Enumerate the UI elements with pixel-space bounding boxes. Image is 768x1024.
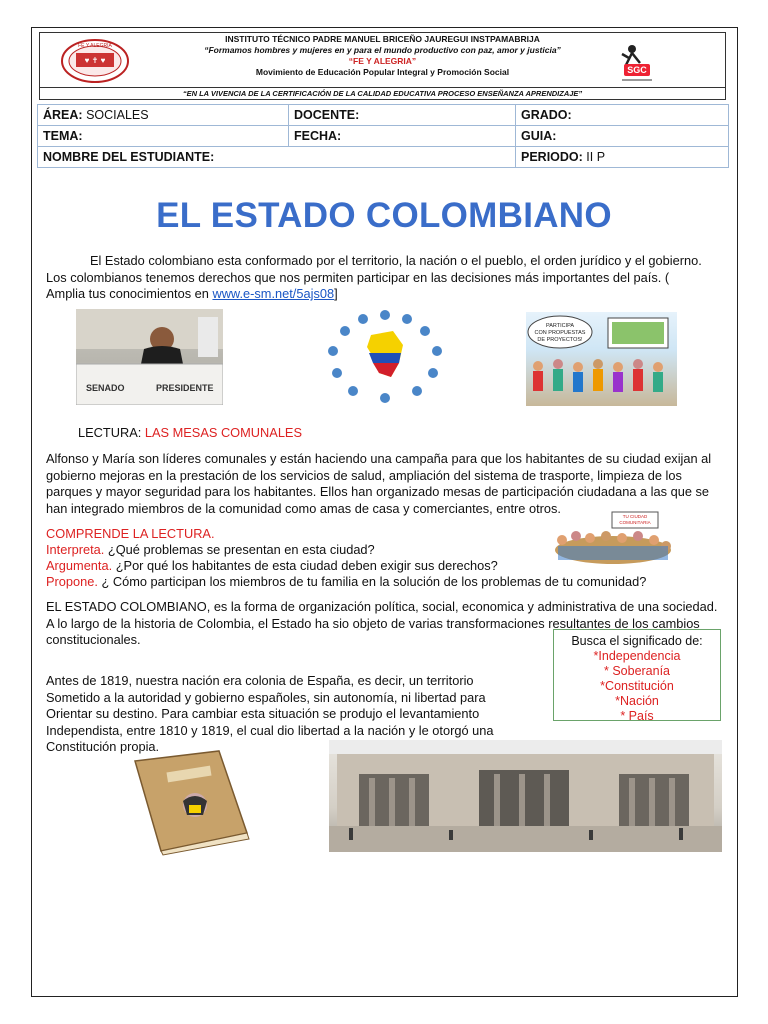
- busca-item: *Nación: [615, 694, 659, 708]
- busca-item: *Independencia: [593, 649, 681, 663]
- question-argumenta: Argumenta. ¿Por qué los habitantes de esta ciudad deben exigir sus derechos?: [46, 558, 498, 573]
- lectura-title: LAS MESAS COMUNALES: [144, 425, 303, 440]
- svg-text:CON PROPUESTAS: CON PROPUESTAS: [534, 330, 586, 336]
- constitution-book-image: [119, 747, 256, 857]
- colombia-map-people-illustration: [323, 305, 447, 405]
- svg-text:DE PROYECTOS!: DE PROYECTOS!: [537, 337, 583, 343]
- grado-cell[interactable]: GRADO:: [516, 105, 729, 126]
- palace-of-justice-photo: [329, 740, 722, 852]
- svg-text:PARTICIPA: PARTICIPA: [545, 323, 575, 329]
- area-cell: ÁREA: SOCIALES: [38, 105, 289, 126]
- institution-slogan: “Formamos hombres y mujeres en y para el mundo productivo con paz, amor y justicia”: [204, 45, 561, 55]
- lectura-paragraph: Alfonso y María son líderes comunales y están haciendo una campaña para que los habitantes de su ciudad exijan al gobierno mejoras en la prestación de los servicios de salud, ampliación del sistema de trasporte, limpieza de los parques y mayor seguridad para los habitantes. Ellos han organizado mesas de participación ciudadana a las que se han integrado miembros de la comunidad como amas de casa y comerciantes, entre otros.: [46, 451, 712, 516]
- resource-link[interactable]: www.e-sm.net/5ajs08: [212, 286, 335, 301]
- svg-text:COMUNITARIA: COMUNITARIA: [619, 520, 651, 525]
- fecha-cell[interactable]: FECHA:: [289, 126, 516, 147]
- voting-photo: [76, 309, 223, 405]
- busca-significado-box: [553, 629, 721, 721]
- sgc-certification-logo: [612, 39, 662, 85]
- antes-paragraph: Antes de 1819, nuestra nación era colonia de España, es decir, un territorio Sometido a la autoridad y gobierno españoles, sin autonomía, ni libertad para Orientar su destino. Para cambiar esta situación se produjo el levantamiento Independista, entre 1810 y 1819, el cual dio libertad a la nación y le otorgó una Constitución propia.: [46, 673, 494, 754]
- svg-text:♥ ✝ ♥: ♥ ✝ ♥: [84, 56, 106, 65]
- intro-paragraph: El Estado colombiano esta conformado por el territorio, la nación o el pueblo, el orden jurídico y el gobierno. Los colombianos tenemos derechos que nos permiten participar en las decisiones más importantes del país. ( Amplia tus conocimientos en www.e-sm.net/5ajs08]: [46, 253, 702, 301]
- busca-item: * País: [620, 709, 654, 723]
- guia-cell[interactable]: GUIA:: [516, 126, 729, 147]
- movement-label: Movimiento de Educación Popular Integral y Promoción Social: [255, 67, 510, 77]
- periodo-cell: PERIODO: II P: [516, 147, 729, 168]
- institution-name: INSTITUTO TÉCNICO PADRE MANUEL BRICEÑO JAUREGUI INSTPAMABRIJA: [225, 34, 540, 44]
- estado-paragraph: EL ESTADO COLOMBIANO, es la forma de organización política, social, economica y administrativa de una sociedad. A lo largo de la historia de Colombia, el Estado ha sio objeto de varias transformaciones resultantes de los cambios constitucionales.: [46, 599, 718, 647]
- periodo-value: II P: [586, 150, 606, 164]
- tema-cell[interactable]: TEMA:: [38, 126, 289, 147]
- busca-item: *Constitución: [600, 679, 674, 693]
- page-title: EL ESTADO COLOMBIANO: [156, 196, 612, 235]
- student-info-table: [37, 104, 729, 168]
- area-value: SOCIALES: [86, 108, 149, 122]
- lectura-heading: LECTURA: LAS MESAS COMUNALES: [78, 425, 303, 440]
- quality-motto: “EN LA VIVENCIA DE LA CERTIFICACIÓN DE LA CALIDAD EDUCATIVA PROCESO ENSEÑANZA APRENDIZAJE”: [39, 88, 726, 100]
- comprende-heading: COMPRENDE LA LECTURA.: [46, 526, 215, 541]
- participation-cartoon: [526, 312, 677, 406]
- question-propone: Propone. ¿ Cómo participan los miembros de tu familia en la solución de los problemas de tu comunidad?: [46, 574, 647, 589]
- docente-cell[interactable]: DOCENTE:: [289, 105, 516, 126]
- document-header: [39, 32, 726, 88]
- student-name-cell[interactable]: NOMBRE DEL ESTUDIANTE:: [38, 147, 516, 168]
- svg-text:PRESIDENTE: PRESIDENTE: [156, 383, 214, 393]
- svg-text:FE Y ALEGRIA: FE Y ALEGRIA: [78, 43, 112, 49]
- community-meeting-cartoon: [550, 510, 677, 567]
- fe-alegria-label: “FE Y ALEGRIA”: [348, 56, 417, 66]
- svg-text:SENADO: SENADO: [86, 383, 125, 393]
- question-interpreta: Interpreta. ¿Qué problemas se presentan en esta ciudad?: [46, 542, 375, 557]
- svg-text:SGC: SGC: [627, 65, 647, 75]
- svg-text:TU CIUDAD: TU CIUDAD: [622, 514, 648, 519]
- busca-item: * Soberanía: [603, 664, 671, 678]
- busca-heading: Busca el significado de:: [571, 634, 703, 648]
